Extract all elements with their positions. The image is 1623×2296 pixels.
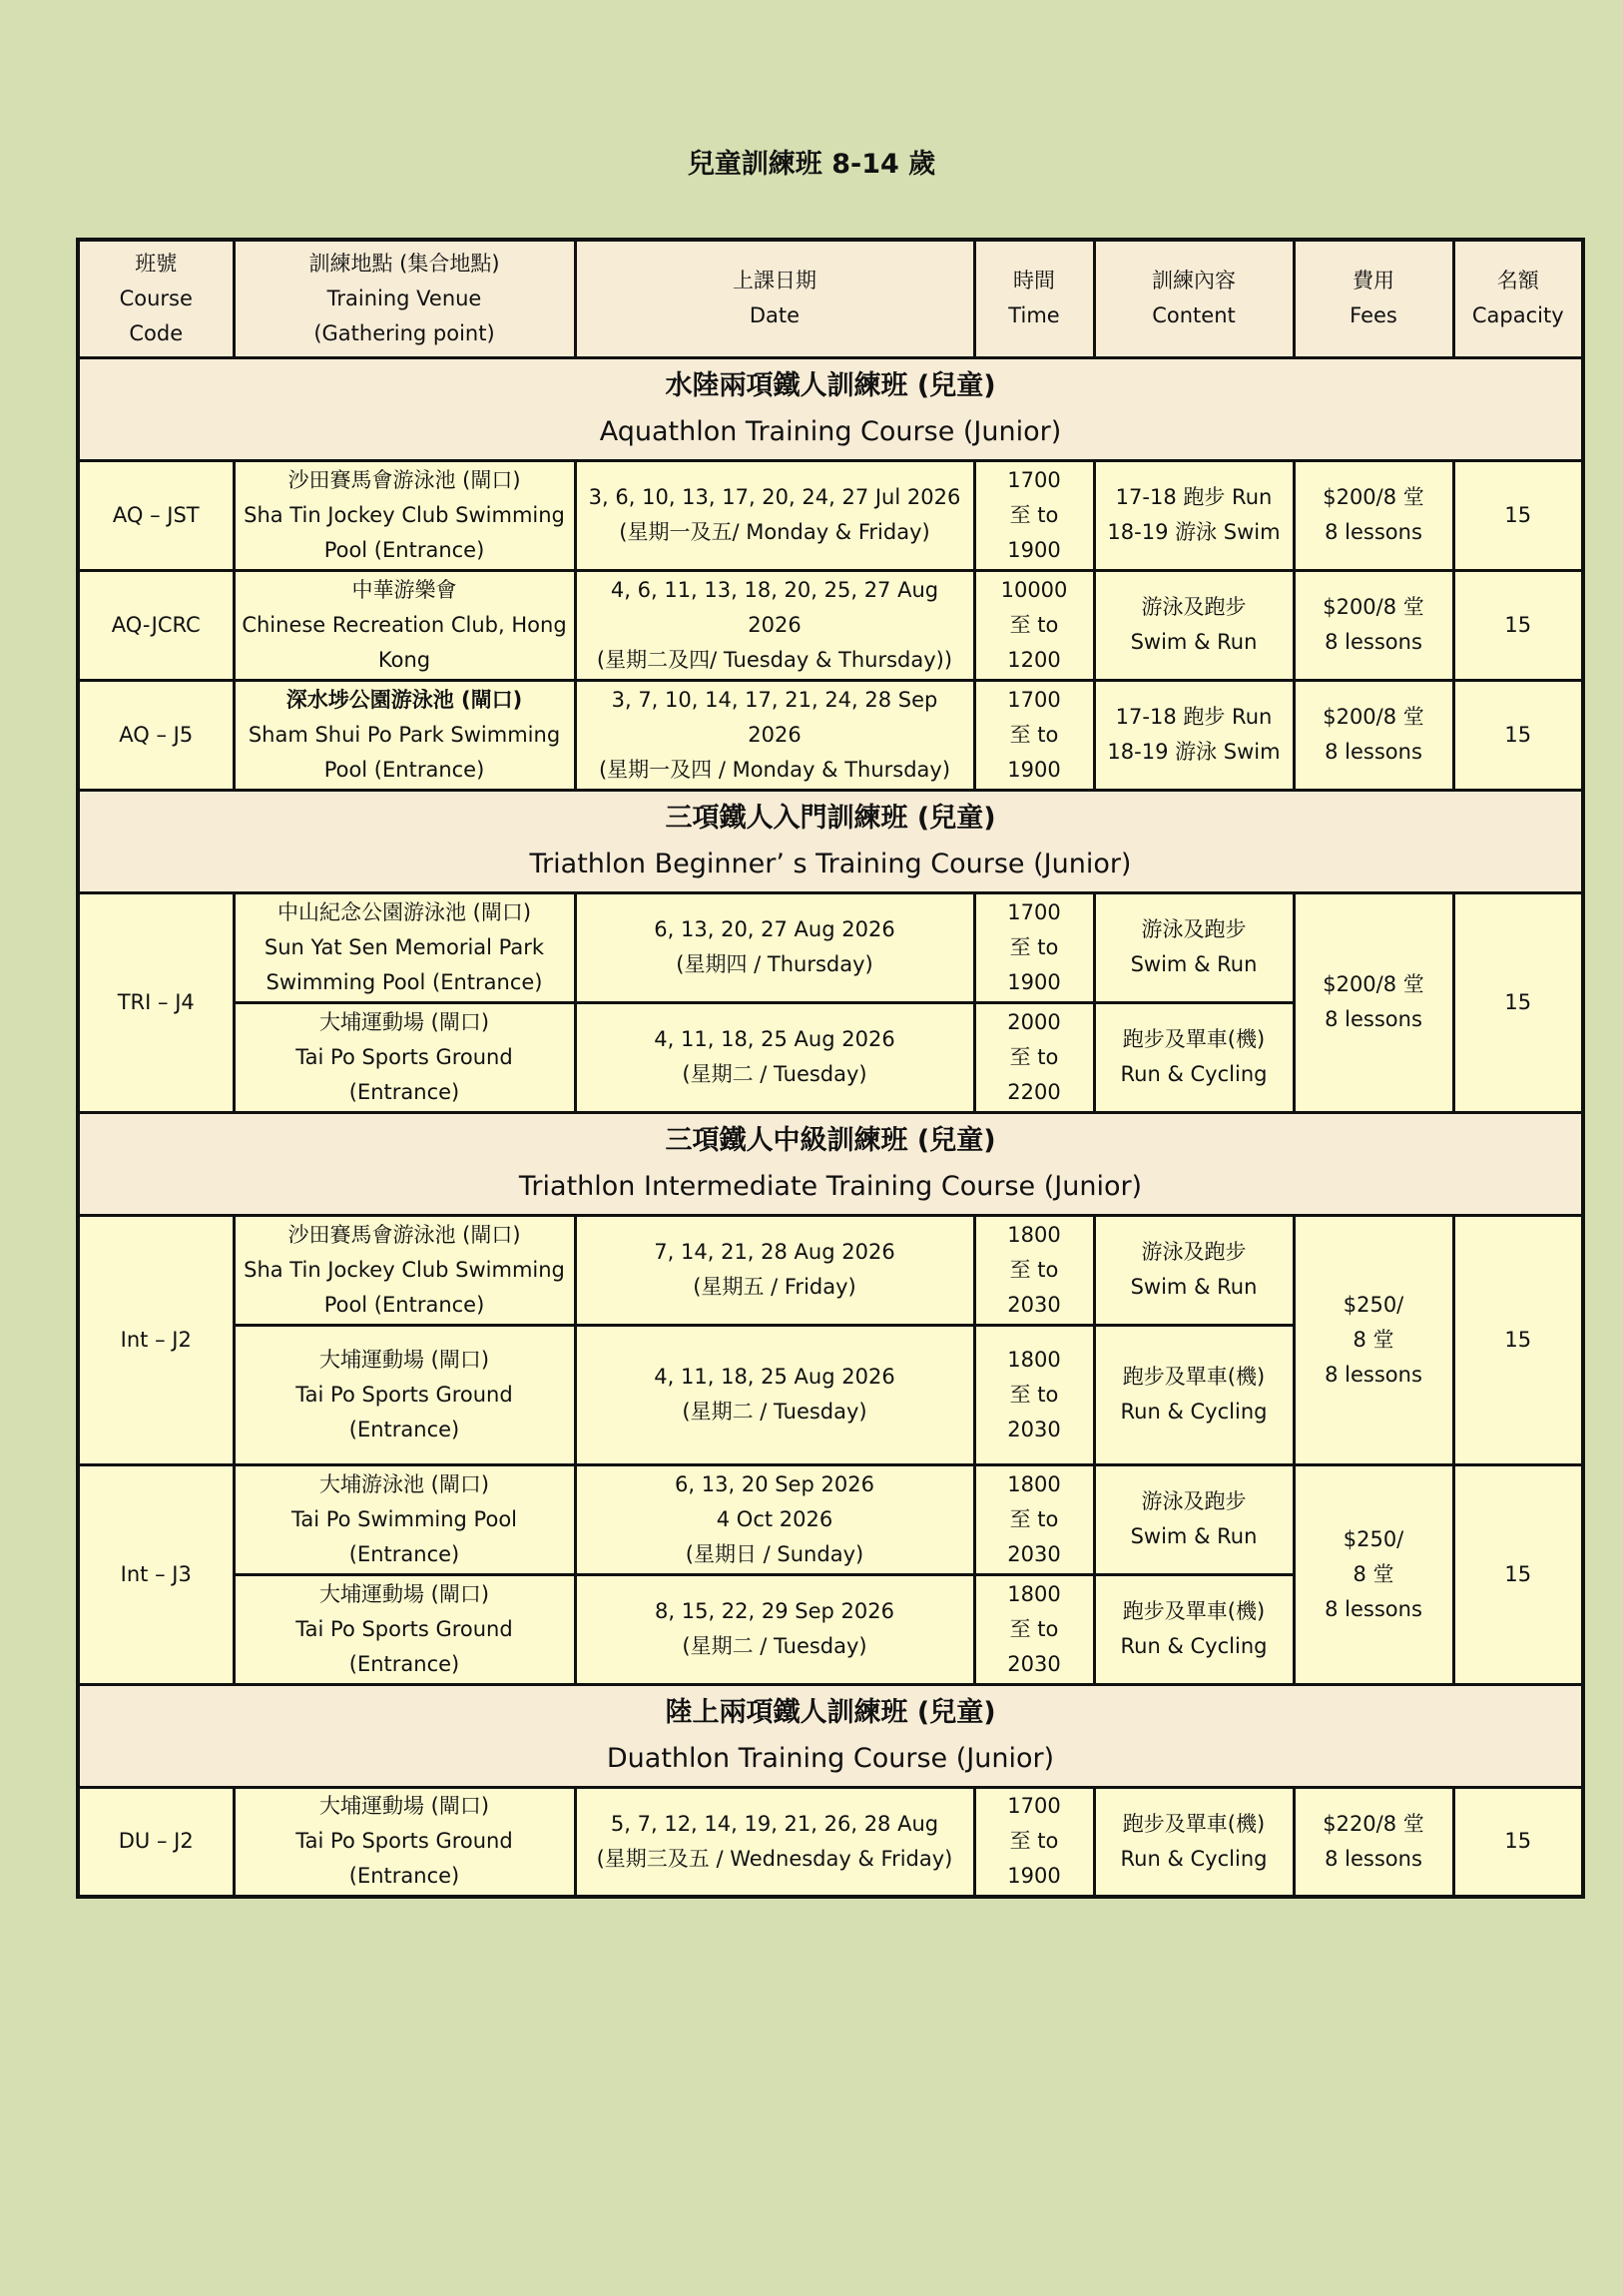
course-fees: $220/8 堂 8 lessons: [1294, 1787, 1453, 1897]
course-date: 6, 13, 20 Sep 2026 4 Oct 2026 (星期日 / Sunday): [575, 1464, 974, 1574]
section-header-triathlon-intermediate: [78, 1112, 1583, 1215]
course-content: 游泳及跑步 Swim & Run: [1094, 892, 1294, 1002]
course-fees: $200/8 堂 8 lessons: [1294, 570, 1453, 680]
course-schedule-table: [76, 238, 1585, 1899]
training-venue: 大埔運動場 (閘口) Tai Po Sports Ground (Entrance): [234, 1574, 575, 1684]
course-content: 跑步及單車(機) Run & Cycling: [1094, 1325, 1294, 1464]
course-date: 4, 6, 11, 13, 18, 20, 25, 27 Aug 2026 (星期二及四/ Tuesday & Thursday)): [575, 570, 974, 680]
table-row: [78, 1787, 1583, 1897]
course-fees: $200/8 堂 8 lessons: [1294, 892, 1453, 1112]
course-capacity: 15: [1453, 1464, 1583, 1684]
course-date: 7, 14, 21, 28 Aug 2026 (星期五 / Friday): [575, 1215, 974, 1325]
section-header-triathlon-beginner: [78, 790, 1583, 892]
course-fees: $250/ 8 堂 8 lessons: [1294, 1215, 1453, 1464]
header-date: 上課日期 Date: [575, 240, 974, 357]
header-capacity: 名額 Capacity: [1453, 240, 1583, 357]
course-content: 跑步及單車(機) Run & Cycling: [1094, 1787, 1294, 1897]
header-time: 時間 Time: [974, 240, 1094, 357]
course-time: 1700 至 to 1900: [974, 892, 1094, 1002]
training-venue: 中華游樂會 Chinese Recreation Club, Hong Kong: [234, 570, 575, 680]
course-code: AQ – JST: [78, 460, 234, 570]
course-code: AQ – J5: [78, 680, 234, 790]
course-date: 4, 11, 18, 25 Aug 2026 (星期二 / Tuesday): [575, 1325, 974, 1464]
training-venue: 大埔運動場 (閘口) Tai Po Sports Ground (Entrance): [234, 1002, 575, 1112]
course-capacity: 15: [1453, 570, 1583, 680]
course-time: 10000 至 to 1200: [974, 570, 1094, 680]
course-code: AQ-JCRC: [78, 570, 234, 680]
table-row: [78, 680, 1583, 790]
course-capacity: 15: [1453, 680, 1583, 790]
course-content: 游泳及跑步 Swim & Run: [1094, 1464, 1294, 1574]
section-title: 三項鐵人中級訓練班 (兒童) Triathlon Intermediate Training Course (Junior): [78, 1112, 1583, 1215]
course-content: 游泳及跑步 Swim & Run: [1094, 1215, 1294, 1325]
training-venue: 大埔游泳池 (閘口) Tai Po Swimming Pool (Entrance): [234, 1464, 575, 1574]
course-date: 5, 7, 12, 14, 19, 21, 26, 28 Aug (星期三及五 / Wednesday & Friday): [575, 1787, 974, 1897]
header-training-venue: 訓練地點 (集合地點) Training Venue (Gathering point): [234, 240, 575, 357]
course-date: 4, 11, 18, 25 Aug 2026 (星期二 / Tuesday): [575, 1002, 974, 1112]
course-capacity: 15: [1453, 1787, 1583, 1897]
header-row: [78, 240, 1583, 357]
course-time: 1800 至 to 2030: [974, 1464, 1094, 1574]
course-content: 跑步及單車(機) Run & Cycling: [1094, 1574, 1294, 1684]
training-venue: 沙田賽馬會游泳池 (閘口) Sha Tin Jockey Club Swimming Pool (Entrance): [234, 1215, 575, 1325]
course-time: 1700 至 to 1900: [974, 460, 1094, 570]
course-code: Int – J3: [78, 1464, 234, 1684]
course-date: 6, 13, 20, 27 Aug 2026 (星期四 / Thursday): [575, 892, 974, 1002]
section-header-aquathlon: [78, 357, 1583, 460]
table-row: [78, 892, 1583, 1002]
header-course-code: 班號 Course Code: [78, 240, 234, 357]
course-code: Int – J2: [78, 1215, 234, 1464]
training-venue: 大埔運動場 (閘口) Tai Po Sports Ground (Entrance): [234, 1787, 575, 1897]
course-time: 2000 至 to 2200: [974, 1002, 1094, 1112]
course-content: 17-18 跑步 Run 18-19 游泳 Swim: [1094, 460, 1294, 570]
table-row: [78, 460, 1583, 570]
course-time: 1700 至 to 1900: [974, 680, 1094, 790]
table-row: [78, 570, 1583, 680]
course-date: 3, 7, 10, 14, 17, 21, 24, 28 Sep 2026 (星期一及四 / Monday & Thursday): [575, 680, 974, 790]
header-fees: 費用 Fees: [1294, 240, 1453, 357]
course-fees: $200/8 堂 8 lessons: [1294, 460, 1453, 570]
course-fees: $200/8 堂 8 lessons: [1294, 680, 1453, 790]
page-title: 兒童訓練班 8-14 歲: [687, 149, 936, 180]
course-code: DU – J2: [78, 1787, 234, 1897]
course-content: 跑步及單車(機) Run & Cycling: [1094, 1002, 1294, 1112]
course-code: TRI – J4: [78, 892, 234, 1112]
training-venue: 中山紀念公園游泳池 (閘口) Sun Yat Sen Memorial Park Swimming Pool (Entrance): [234, 892, 575, 1002]
training-venue: 大埔運動場 (閘口) Tai Po Sports Ground (Entrance): [234, 1325, 575, 1464]
section-title: 三項鐵人入門訓練班 (兒童) Triathlon Beginner’ s Training Course (Junior): [78, 790, 1583, 892]
course-time: 1700 至 to 1900: [974, 1787, 1094, 1897]
table-row: [78, 1464, 1583, 1574]
section-title: 陸上兩項鐵人訓練班 (兒童) Duathlon Training Course (Junior): [78, 1684, 1583, 1787]
course-capacity: 15: [1453, 1215, 1583, 1464]
course-time: 1800 至 to 2030: [974, 1574, 1094, 1684]
course-content: 游泳及跑步 Swim & Run: [1094, 570, 1294, 680]
course-date: 8, 15, 22, 29 Sep 2026 (星期二 / Tuesday): [575, 1574, 974, 1684]
course-time: 1800 至 to 2030: [974, 1215, 1094, 1325]
header-content: 訓練內容 Content: [1094, 240, 1294, 357]
course-content: 17-18 跑步 Run 18-19 游泳 Swim: [1094, 680, 1294, 790]
course-date: 3, 6, 10, 13, 17, 20, 24, 27 Jul 2026 (星期一及五/ Monday & Friday): [575, 460, 974, 570]
section-header-duathlon: [78, 1684, 1583, 1787]
section-title: 水陸兩項鐵人訓練班 (兒童) Aquathlon Training Course (Junior): [78, 357, 1583, 460]
table-row: [78, 1215, 1583, 1325]
course-capacity: 15: [1453, 460, 1583, 570]
training-venue: 沙田賽馬會游泳池 (閘口) Sha Tin Jockey Club Swimming Pool (Entrance): [234, 460, 575, 570]
course-time: 1800 至 to 2030: [974, 1325, 1094, 1464]
course-capacity: 15: [1453, 892, 1583, 1112]
training-venue: 深水埗公園游泳池 (閘口) Sham Shui Po Park Swimming Pool (Entrance): [234, 680, 575, 790]
course-fees: $250/ 8 堂 8 lessons: [1294, 1464, 1453, 1684]
